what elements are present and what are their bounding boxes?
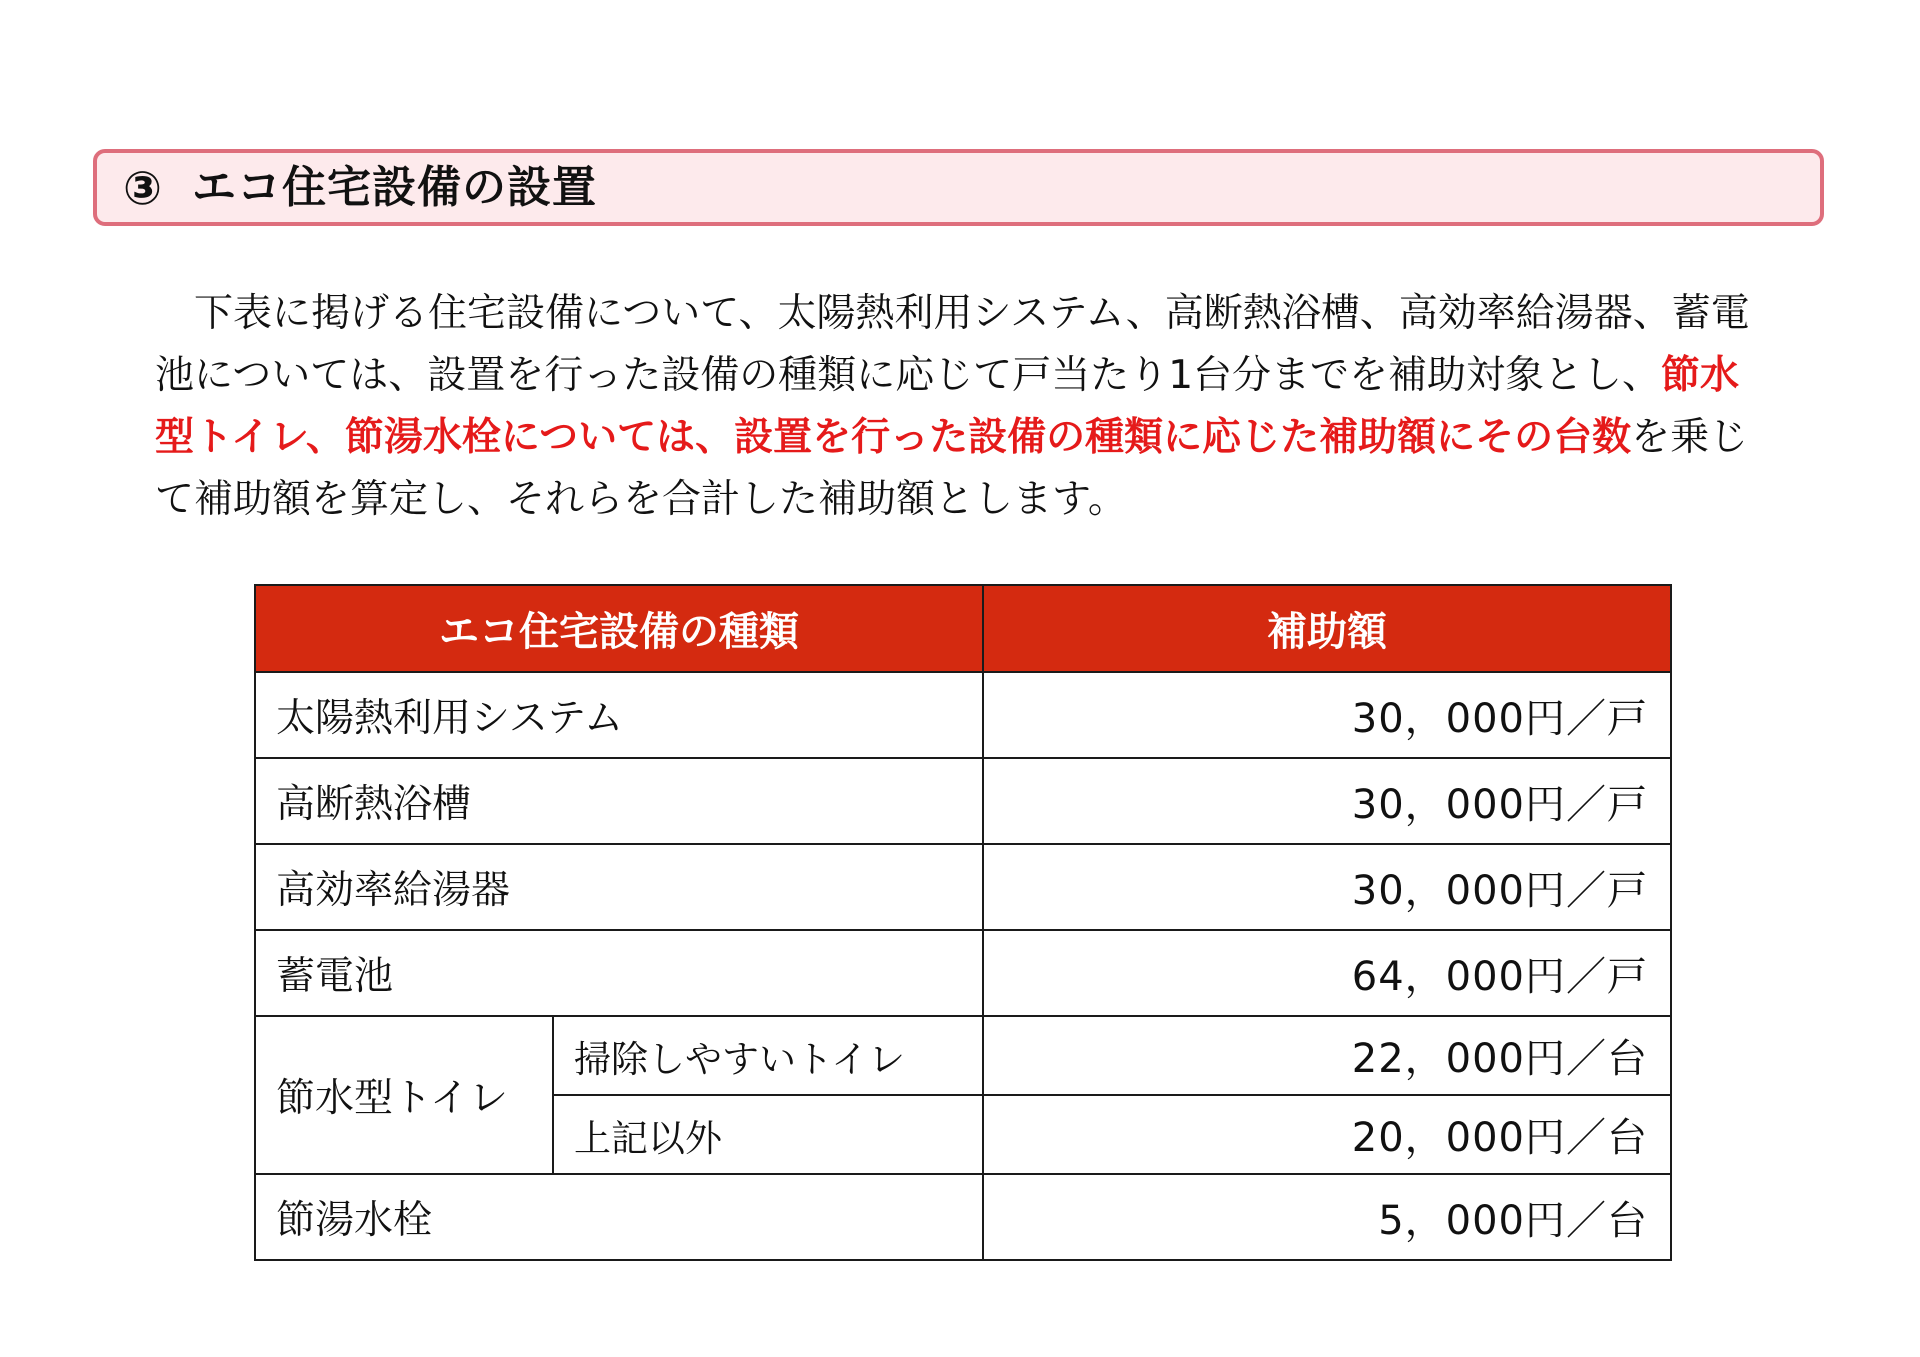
table-row: [255, 1174, 1671, 1260]
description-paragraph: [155, 283, 1775, 531]
section-title: エコ住宅設備の設置: [191, 161, 597, 213]
table-row: [255, 672, 1671, 758]
toilet-label: 節水型トイレ: [255, 1016, 553, 1174]
row-label: 高効率給湯器: [255, 844, 983, 930]
header-equipment-type: エコ住宅設備の種類: [255, 585, 983, 672]
description-highlight: 節水型トイレ、節湯水栓については、設置を行った設備の種類に応じた補助額にその台数: [155, 353, 1740, 460]
row-amount: 30，000円／戸: [983, 672, 1671, 758]
toilet-subrow-label: 上記以外: [553, 1095, 983, 1174]
table-row: [255, 930, 1671, 1016]
row-label: 節湯水栓: [255, 1174, 983, 1260]
row-amount: 30，000円／戸: [983, 758, 1671, 844]
section-number: ③: [123, 160, 162, 215]
table-header-row: [255, 585, 1671, 672]
row-label: 太陽熱利用システム: [255, 672, 983, 758]
row-amount: 30，000円／戸: [983, 844, 1671, 930]
row-label: 高断熱浴槽: [255, 758, 983, 844]
row-amount: 64，000円／戸: [983, 930, 1671, 1016]
description-text-end: を乗じて補助額を算定し、それらを合計した補助額とします。: [155, 415, 1749, 522]
row-amount: 5，000円／台: [983, 1174, 1671, 1260]
description-text: 下表に掲げる住宅設備について、太陽熱利用システム、高断熱浴槽、高効率給湯器、蓄電池については、設置を行った設備の種類に応じて戸当たり1台分までを補助対象とし、: [155, 291, 1750, 398]
table-row: [255, 758, 1671, 844]
toilet-subrow-amount: 22，000円／台: [983, 1016, 1671, 1095]
row-label: 蓄電池: [255, 930, 983, 1016]
toilet-subrow-amount: 20，000円／台: [983, 1095, 1671, 1174]
table-row: [255, 844, 1671, 930]
toilet-subrow-label: 掃除しやすいトイレ: [553, 1016, 983, 1095]
section-header: [93, 149, 1824, 226]
table-row: [255, 1016, 1671, 1095]
subsidy-table: [254, 584, 1672, 1261]
header-subsidy-amount: 補助額: [983, 585, 1671, 672]
